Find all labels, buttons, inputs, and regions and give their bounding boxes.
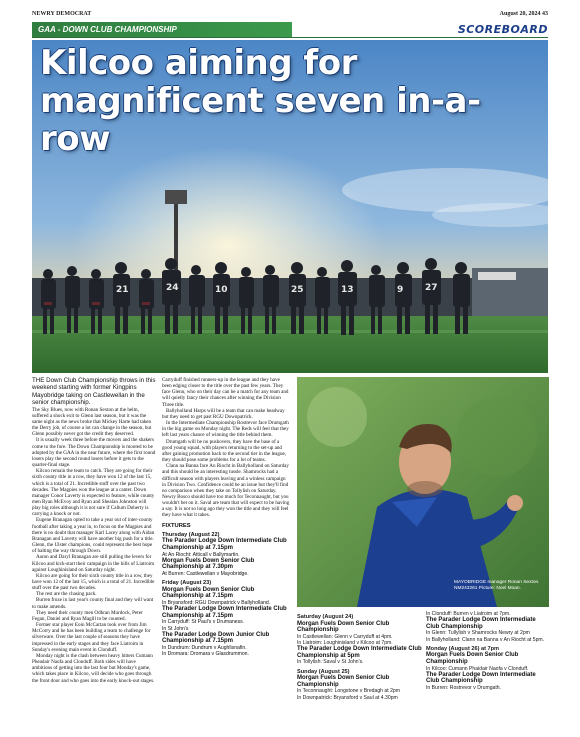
paper-name: NEWRY DEMOCRAT [32,11,92,17]
manager-photo [297,377,549,607]
article-paragraph: Clann na Banna face An Riocht in Ballyholland on Saturday and this should be an interesting tussle. Shamrocks had a difficult season with players leaving and a winless campaign in Division Two. Confidence could be an issue but they'll find no comparison when they take on Tollylish on Saturday. Newry Bosco should have too much for Teconnaught, but you wouldn't bet on it. Saval are team that will expect to be having a say. It is not so long ago they won the title and they will feel they have what it takes. [162,463,290,519]
fixture-day: Sunday (August 25) [297,668,350,675]
fixture-competition: The Parader Lodge Down Intermediate Club Championship at 7.15pm [162,606,287,619]
fixture-day: Thursday (August 22) [162,531,220,538]
article-paragraph: It is usually week three before the movers and the shakers come to the fore. The Down Championship is mooted to be adopted by the GAA in the near future, where the first round losers play the second round losers before it gets to the quarter-final stage. [32,437,156,469]
fixture-competition: Morgan Fuels Down Senior Club Championship at 7.30pm [162,557,255,571]
article-paragraph: The Sky Blues, now with Ronan Sexton at the helm, suffered a shock exit to Glenn last season, but it was the same night as the news broke that Mickey Harte had taken the Derry job, of course a lot can change in the season, but Glenn possibly never got the credit they deserved. [32,406,152,438]
fixture-line: In Dromara: Dromara v Glasdrummon. [162,651,249,658]
article-paragraph: Former star player Eoin McCartan took over from Jim McCorry and he has been building a team to challenge for silverware. Over the last couple of seasons they have impressed in the early stages and they face Liatroim in Sunday's evening main event in Clonduff. [32,622,151,653]
fixtures-list-2 [297,611,422,701]
fixtures-list-3 [426,611,548,691]
fixture-competition: Morgan Fuels Down Senior Club Championship [297,620,390,634]
fixture-competition: Morgan Fuels Down Senior Club Championship at 7.15pm [162,586,255,600]
manager-image [297,377,549,607]
fixture-line: In Burren: Rostrevor v Drumgath. [426,684,502,691]
article-paragraph: Drumgath will be no pushovers, they have the base of a good young squad, with players returning to the set-up and after gaining promotion back to the second tier in the league, they should pose some problems for a lot of teams. [162,438,287,464]
scoreboard-logo: SCOREBOARD [457,23,548,36]
date-page: August 20, 2024 43 [499,11,548,17]
article-paragraph: In the Intermediate Championship Rostrevor face Drumgath in the big game on Monday night. The Reds will feel that they left last years chance of winning the title behind them. [162,420,289,439]
fixture-competition: The Parader Lodge Down Junior Club Championship at 7.15pm [162,631,270,645]
headline: Kilcoo aiming for magnificent seven in-a-row [40,43,481,159]
article-paragraph: Eugene Branagan opted to take a year out of inter-county football after taking a year in, to focus on the Magpies and there is no doubt that manager Karl Lacey along with Aidan Branagan and Laverty will have another big push for a title. Glenn, the Ulster champions, could represent the best hope of halting the way through Down. [32,517,155,555]
svg-text:25: 25 [291,285,304,295]
fixtures-list-1 [162,532,290,658]
fixtures-heading: FIXTURES [162,522,191,529]
fixture-line: In Liatroim: Loughinisland v Kilcoo at 7pm. [297,639,393,646]
svg-text:21: 21 [116,285,129,295]
svg-text:9: 9 [397,285,404,295]
fixture-line: In Kilcoo: Cumann Phaidair Naofa v Clonduff. [426,665,529,672]
article-paragraph: Monday night is the clash between heavy hitters Cumann Pheadair Naofa and Clonduff. Both sides will have ambitions of getting into the last four but Monday's game, which takes place in Kilcoo, will decide who goes through the front door and who goes into the early knock-out stages. [32,652,155,684]
fixture-line: In Clonduff: Burren v Liatroim at 7pm. [426,611,511,617]
svg-text:24: 24 [166,283,179,293]
fixture-day: Friday (August 23) [162,580,212,587]
fixture-line: In St John's [162,625,189,632]
fixture-line: At Burren: Castlewellan v Mayobridge. [162,570,249,577]
article-paragraph: Kilcoo are going for their sixth county title in a row, they have won 12 of the last 15, which is a total of 21. Incredible stuff over the past two decades. [32,572,155,592]
article-column-1 [32,377,156,684]
article-paragraph: Kilcoo remain the team to catch. They are going for their sixth county title in a row, they have won 12 of the last 15, which is a total of 21. Incredible stuff over the past two decades. The Magpies won the league at a canter. Down manager Conor Laverty is expected to feature, while county men Ryan McEvoy and Ryan and Shealan Johnston will play big roles although it is not sure if Callum Doherty is carrying a knock or not. [32,468,155,518]
article-paragraph: The rest are the chasing pack. [36,591,97,598]
fixture-line: In Bryansford: RGU Downpatrick v Ballyholland. [162,599,271,606]
svg-text:10: 10 [215,285,228,295]
fixture-line: At An Riocht: Atticall v Ballymartin. [162,551,240,558]
fixture-competition: The Parader Lodge Down Intermediate Club Championship [426,671,536,685]
section-bar [32,22,548,38]
fixture-line: In Castlewellan: Glenn v Carryduff at 4pm. [297,633,393,640]
fixture-line: In Carryduff: St Paul's v Drumaness. [162,619,245,626]
masthead [32,11,548,21]
fixture-line: In Tollylish: Saval v St John's. [297,659,364,666]
fixture-line: In Dundrum: Dundrum v Aughlisnafin. [162,644,247,651]
fixture-line: In Ballyholland: Clann na Banna v An Riocht at 5pm. [426,636,545,643]
article-paragraph: Burren froze in last year's county final and they will want to make amends. [32,597,154,610]
fixture-line: In Glenn: Tullylish v Shamrocks Newry at 2pm [426,630,530,637]
svg-text:13: 13 [341,285,354,295]
fixture-line: In Teconnaught: Longstone v Bredagh at 2pm [297,688,400,695]
article-paragraph: Aaron and Daryl Branagan are still pulling the levers for Kilcoo and kick-start their campaign in the hills of Liatroim against Loughinisland on Saturday night. [32,554,155,573]
fixture-competition: The Parader Lodge Down Intermediate Club Championship at 5pm [297,646,422,659]
article-paragraph: Carryduff finished runners-up in the league and they have been edging closer to the title over the past few years. They face Glenn, who on their day can be a match for any team and will quietly fancy their chances after winning the Division Three title. [162,377,289,408]
fixture-day: Saturday (August 24) [297,614,354,620]
svg-text:27: 27 [425,283,438,293]
section-label: GAA - DOWN CLUB CHAMPIONSHIP [32,22,292,37]
article-paragraph: Ballyholland Harps will be a team that can make headway but they need to get past RGU Downpatrick. [162,407,285,420]
fixture-competition: The Parader Lodge Down Intermediate Club Championship at 7.15pm [162,538,287,551]
fixture-competition: Morgan Fuels Down Senior Club Championship [297,675,390,688]
article-column-2 [162,377,290,657]
fixture-competition: Morgan Fuels Down Senior Club Championship [426,652,519,665]
article-paragraph: They need their county men Odhran Murdock, Peter Fegan, Daniel and Ryan Magill to be counted. [32,609,143,622]
fixture-competition: The Parader Lodge Down Intermediate Club Championship [426,617,536,630]
fixture-line: In Downpatrick: Bryansford v Saul at 4.30pm [297,694,398,701]
article-lede: THE Down Club Championship throws in this weekend starting with former Kingpins Mayobridge taking on Castlewellan in the senior championship. [32,377,156,407]
photo-caption: MAYOBRIDGE manager Ronan Sexton. NM243261 Picture: Noel Moan. [454,580,540,591]
fixture-day: Monday (August 26) at 7pm [426,645,500,652]
